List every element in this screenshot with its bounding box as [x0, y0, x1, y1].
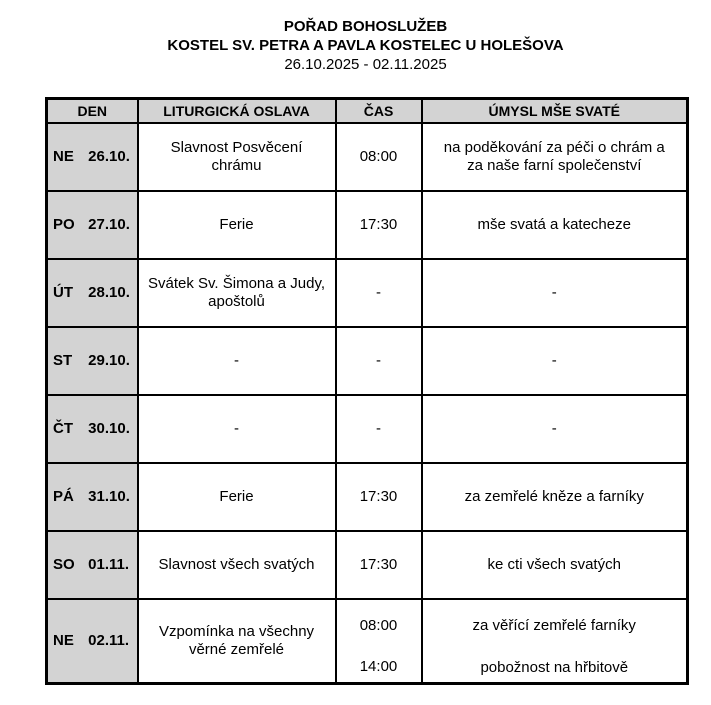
time-value: 08:00 — [359, 616, 398, 634]
time-cell — [336, 531, 422, 599]
intention-text: ke cti všech svatých — [487, 555, 621, 573]
time-value: 17:30 — [359, 488, 398, 505]
intention-text: na poděkování za péči o chrám a za naše farní společenství — [443, 138, 665, 174]
day-cell — [47, 531, 138, 599]
time-value: - — [376, 420, 381, 437]
day-cell — [47, 395, 138, 463]
intention-cell — [422, 531, 688, 599]
time-cell — [336, 327, 422, 395]
table-row — [47, 395, 688, 463]
time-cell — [336, 599, 422, 684]
celebration-cell — [138, 123, 336, 191]
time-value: - — [376, 352, 381, 369]
celebration-cell — [138, 395, 336, 463]
schedule-table — [45, 97, 689, 685]
day-cell — [47, 123, 138, 191]
time-cell — [336, 191, 422, 259]
day-cell — [47, 191, 138, 259]
intention-text: - — [551, 351, 557, 369]
table-row — [47, 463, 688, 531]
intention-text: za zemřelé kněze a farníky — [464, 487, 644, 505]
celebration-text: Ferie — [219, 487, 254, 505]
document-header — [45, 0, 686, 74]
celebration-text: Slavnost všech svatých — [158, 555, 315, 573]
table-row — [47, 123, 688, 191]
day-date: 27.10. — [88, 216, 130, 233]
day-date: 30.10. — [88, 420, 130, 437]
day-abbrev: ČT — [53, 420, 73, 437]
time-value: - — [376, 284, 381, 301]
intention-text: za věřící zemřelé farníky — [472, 616, 636, 634]
intention-cell — [422, 463, 688, 531]
table-row — [47, 599, 688, 684]
table-row — [47, 531, 688, 599]
celebration-cell — [138, 531, 336, 599]
intention-cell — [422, 395, 688, 463]
time-cell — [336, 395, 422, 463]
day-abbrev: NE — [53, 148, 74, 165]
celebration-cell — [138, 463, 336, 531]
day-abbrev: ÚT — [53, 284, 73, 301]
celebration-text: Slavnost Posvěcení chrámu — [170, 138, 303, 174]
day-date: 31.10. — [88, 488, 130, 505]
time-value: 08:00 — [359, 148, 398, 165]
celebration-text: Vzpomínka na všechny věrné zemřelé — [158, 622, 315, 658]
time-value: 17:30 — [359, 216, 398, 233]
time-cell — [336, 123, 422, 191]
day-abbrev: ST — [53, 352, 73, 369]
celebration-cell — [138, 599, 336, 684]
intention-text: pobožnost na hřbitově — [480, 658, 629, 676]
column-header-cas: ČAS — [336, 99, 422, 123]
column-header-umysl-mse-svate: ÚMYSL MŠE SVATÉ — [422, 99, 688, 123]
day-date: 02.11. — [88, 632, 130, 650]
table-row — [47, 259, 688, 327]
church-name: KOSTEL SV. PETRA A PAVLA KOSTELEC U HOLEŠOVA — [167, 37, 564, 54]
day-cell — [47, 259, 138, 327]
day-abbrev: SO — [53, 556, 75, 573]
intention-cell — [422, 259, 688, 327]
intention-text: - — [551, 419, 557, 437]
intention-cell — [422, 599, 688, 684]
celebration-text: Svátek Sv. Šimona a Judy, apoštolů — [147, 274, 326, 310]
intention-text: mše svatá a katecheze — [477, 215, 631, 233]
table-body — [47, 123, 688, 684]
intention-cell — [422, 191, 688, 259]
celebration-text: - — [234, 419, 239, 437]
time-value: 17:30 — [359, 556, 398, 573]
celebration-cell — [138, 191, 336, 259]
day-abbrev: PO — [53, 216, 75, 233]
intention-text: - — [551, 283, 557, 301]
column-header-den: DEN — [47, 99, 138, 123]
day-cell — [47, 327, 138, 395]
day-date: 01.11. — [88, 556, 130, 573]
intention-cell — [422, 327, 688, 395]
day-date: 29.10. — [88, 352, 130, 369]
celebration-cell — [138, 259, 336, 327]
intention-cell — [422, 123, 688, 191]
time-cell — [336, 259, 422, 327]
day-cell — [47, 599, 138, 684]
date-range: 26.10.2025 - 02.11.2025 — [284, 56, 447, 73]
time-cell — [336, 463, 422, 531]
celebration-text: - — [234, 351, 239, 369]
day-cell — [47, 463, 138, 531]
day-date: 28.10. — [88, 284, 130, 301]
document-title: POŘAD BOHOSLUŽEB — [283, 18, 448, 35]
table-row — [47, 327, 688, 395]
table-header-row — [47, 99, 688, 123]
celebration-cell — [138, 327, 336, 395]
day-abbrev: NE — [53, 632, 74, 650]
table-head — [47, 99, 688, 123]
time-value: 14:00 — [359, 657, 398, 675]
table-row — [47, 191, 688, 259]
column-header-liturgicka-oslava: LITURGICKÁ OSLAVA — [138, 99, 336, 123]
day-date: 26.10. — [88, 148, 130, 165]
celebration-text: Ferie — [219, 215, 254, 233]
day-abbrev: PÁ — [53, 488, 74, 505]
